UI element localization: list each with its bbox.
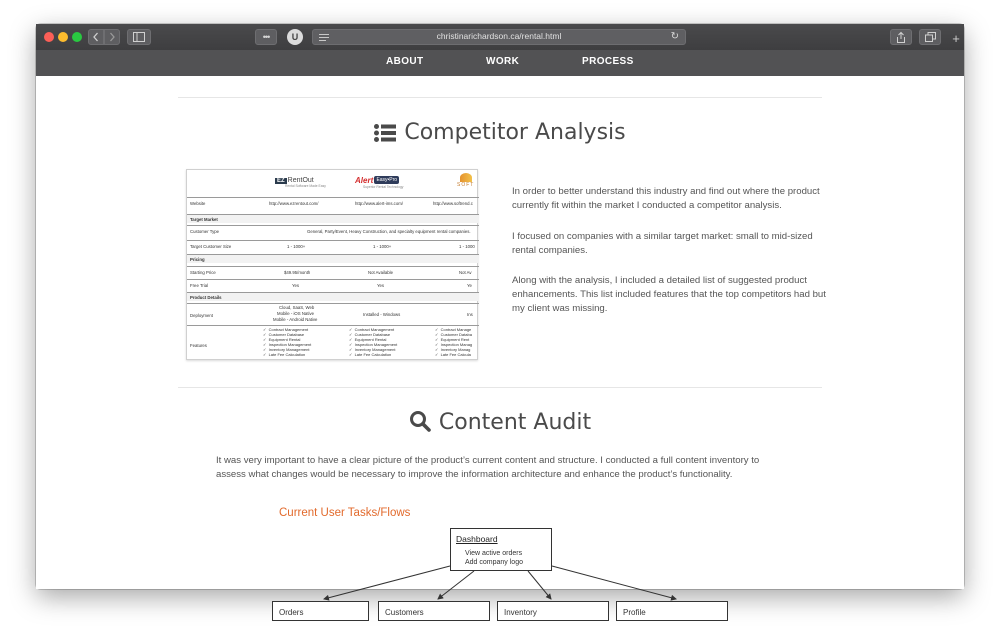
address-bar[interactable] [312,29,686,45]
competitor-paragraph: I focused on companies with a similar target market: small to mid-sized rental companies. [512,231,813,256]
ublock-extension-button[interactable]: U [287,29,303,45]
show-tabs-button[interactable] [919,29,941,45]
table-row: Starting Price $49.95/month Not Available Not Av [187,266,479,278]
reload-icon[interactable]: ↻ [670,31,679,42]
dashboard-node-item: Add company logo [465,559,523,566]
features-list: ✓ Contract Manage ✓ Customer Databa ✓ Equipment Rent ✓ Inspection Manag ✓ Inventory Manag ✓ Late Fee Calcula [435,327,473,358]
flow-node-profile: Profile [616,601,728,621]
dashboard-node-title: Dashboard [456,534,498,544]
table-section: Target Market [187,214,479,223]
new-tab-button[interactable]: + [952,31,960,46]
table-section: Pricing [187,254,479,263]
table-row: Free Trial Yes Yes Ye [187,279,479,291]
nav-work[interactable]: WORK [486,56,520,67]
chevron-right-icon [108,32,116,42]
zoom-window-button[interactable] [72,32,82,42]
minimize-window-button[interactable] [58,32,68,42]
sidebar-toggle-button[interactable] [127,29,151,45]
flow-node-orders: Orders [272,601,369,621]
flow-arrow [528,571,551,599]
ezrentout-logo: EZ RentOut Rental Software Made Easy [277,177,326,188]
back-button[interactable] [88,29,104,45]
audit-paragraph: It was very important to have a clear picture of the product’s current content and structure. I conducted a full content inventory to assess what changes would be necessary to improve the information architecture and enhance the product’s functionality. [216,455,760,480]
share-icon [896,32,906,43]
flow-diagram-title: Current User Tasks/Flows [279,507,411,519]
content-audit-title: Content Audit [438,410,592,435]
browser-window [36,24,964,617]
site-nav [36,50,964,76]
competitor-paragraph: In order to better understand this industry and find out where the product currently fit within the market I conducted a competitor analysis. [512,186,820,211]
alert-easypro-logo: Alert Easy•Pro Superior Rental Technology [355,176,404,189]
sidebar-icon [133,32,145,42]
flow-node-customers: Customers [378,601,490,621]
url-text: christinarichardson.ca/rental.html [436,31,562,41]
flow-connectors [36,76,964,589]
browser-toolbar [36,24,964,50]
chevron-left-icon [92,32,100,42]
more-button[interactable]: ••• [255,29,277,45]
dashboard-node-item: View active orders [465,550,523,557]
competitor-paragraph: Along with the analysis, I included a detailed list of suggested product enhancements. This list included features that the top competitors had but my client was missing. [512,275,826,314]
flow-arrow [438,571,474,599]
softrend-logo: SOFT [457,182,475,188]
table-row: Features ✓ Contract Management ✓ Customer Database ✓ Equipment Rental ✓ Inspection Management ✓ Inventory Management ✓ Late Fee Calculation ✓ Contract Management ✓ Customer Database ✓ Equipment Rental ✓ Inspection Management ✓ Inventory Management ✓ Late Fee Calculation ✓ Contract Manage ✓ Customer Databa ✓ Equipment Rent ✓ Inspection Manag ✓ Inventory Manag ✓ Late Fee Calcula [187,325,479,361]
table-row: Customer Type General, Party/Event, Heavy Construction, and specialty equipment rental companies. [187,225,479,237]
flow-arrow [552,566,676,599]
features-list: ✓ Contract Management ✓ Customer Database ✓ Equipment Rental ✓ Inspection Management ✓ Inventory Management ✓ Late Fee Calculation [349,327,398,358]
nav-about[interactable]: ABOUT [386,56,424,67]
nav-process[interactable]: PROCESS [582,56,634,67]
close-window-button[interactable] [44,32,54,42]
share-button[interactable] [890,29,912,45]
table-row: Target Customer Size 1 - 1000+ 1 - 1000+ 1 - 1000 [187,240,479,252]
features-list: ✓ Contract Management ✓ Customer Database ✓ Equipment Rental ✓ Inspection Management ✓ Inventory Management ✓ Late Fee Calculation [263,327,312,358]
page-content[interactable] [36,76,964,617]
table-row: Website http://www.ezrentout.com/ http://www.alert-ims.com/ http://www.softrend.c [187,197,479,209]
dashboard-node [450,528,552,571]
forward-button[interactable] [104,29,120,45]
table-section: Product Details [187,292,479,301]
competitor-analysis-title: Competitor Analysis [404,120,626,145]
flow-node-inventory: Inventory [497,601,609,621]
table-row: Deployment Cloud, SaaS, Web Mobile - iOS Native Mobile - Android Native Installed - Windows Ins [187,303,479,324]
flow-arrow [324,566,450,599]
tabs-icon [925,32,936,42]
